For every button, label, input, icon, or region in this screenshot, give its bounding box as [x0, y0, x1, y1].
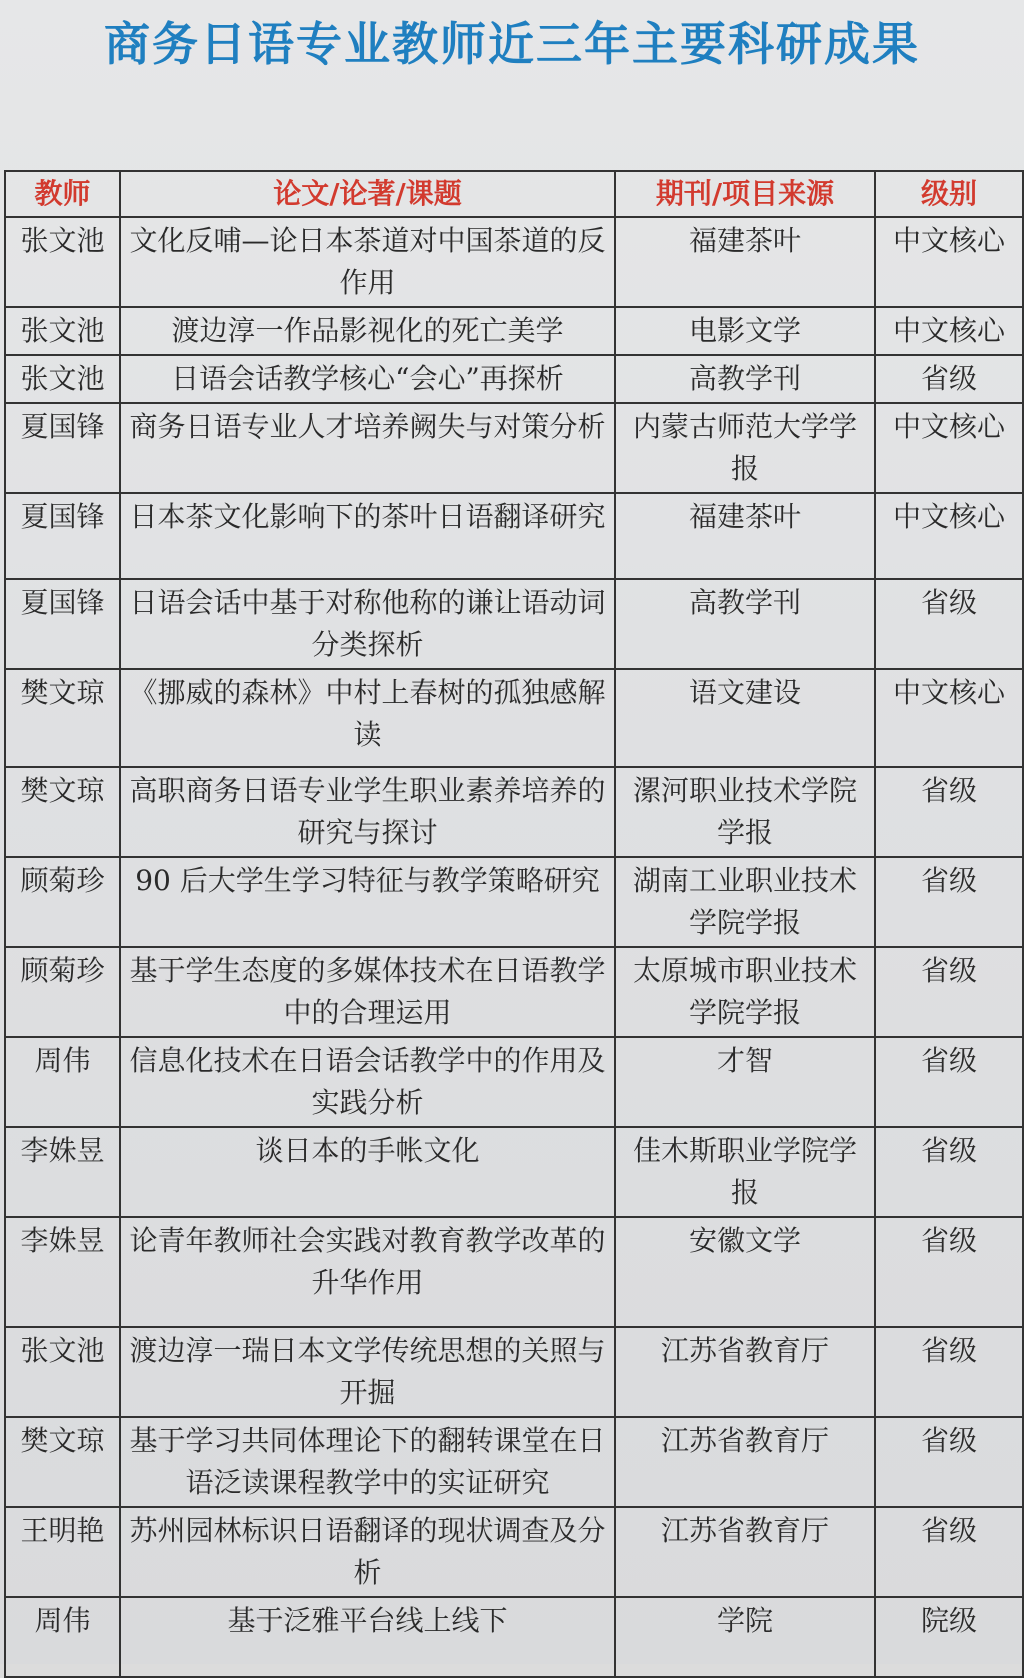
cell-source: 学院 — [615, 1597, 875, 1677]
cell-teacher: 夏国锋 — [5, 493, 120, 579]
cell-source: 湖南工业职业技术学院学报 — [615, 857, 875, 947]
cell-teacher: 樊文琼 — [5, 669, 120, 767]
table-row — [5, 1597, 1023, 1677]
cell-work: 论青年教师社会实践对教育教学改革的升华作用 — [120, 1217, 615, 1327]
table-row — [5, 403, 1023, 493]
cell-source: 高教学刊 — [615, 355, 875, 403]
cell-level: 省级 — [875, 1507, 1023, 1597]
cell-teacher: 李姝昱 — [5, 1217, 120, 1327]
table-row — [5, 1127, 1023, 1217]
cell-level: 省级 — [875, 1327, 1023, 1417]
cell-work: 渡边淳一作品影视化的死亡美学 — [120, 307, 615, 355]
cell-source: 电影文学 — [615, 307, 875, 355]
cell-work: 基于学生态度的多媒体技术在日语教学中的合理运用 — [120, 947, 615, 1037]
header-source: 期刊/项目来源 — [615, 171, 875, 217]
table-row — [5, 1417, 1023, 1507]
table-row — [5, 493, 1023, 579]
cell-source: 高教学刊 — [615, 579, 875, 669]
cell-work: 90 后大学生学习特征与教学策略研究 — [120, 857, 615, 947]
table-row — [5, 947, 1023, 1037]
research-table — [4, 170, 1024, 1678]
table-row — [5, 579, 1023, 669]
table-row — [5, 217, 1023, 307]
cell-teacher: 樊文琼 — [5, 1417, 120, 1507]
cell-teacher: 张文池 — [5, 355, 120, 403]
header-level: 级别 — [875, 171, 1023, 217]
table-row — [5, 1217, 1023, 1327]
cell-work: 高职商务日语专业学生职业素养培养的研究与探讨 — [120, 767, 615, 857]
cell-level: 省级 — [875, 1217, 1023, 1327]
cell-source: 语文建设 — [615, 669, 875, 767]
cell-work: 日本茶文化影响下的茶叶日语翻译研究 — [120, 493, 615, 579]
cell-teacher: 顾菊珍 — [5, 947, 120, 1037]
cell-source: 漯河职业技术学院学报 — [615, 767, 875, 857]
cell-work: 日语会话教学核心“会心”再探析 — [120, 355, 615, 403]
cell-work: 基于泛雅平台线上线下 — [120, 1597, 615, 1677]
cell-source: 太原城市职业技术学院学报 — [615, 947, 875, 1037]
cell-work: 苏州园林标识日语翻译的现状调查及分析 — [120, 1507, 615, 1597]
cell-level: 省级 — [875, 1127, 1023, 1217]
cell-teacher: 张文池 — [5, 1327, 120, 1417]
cell-level: 中文核心 — [875, 217, 1023, 307]
cell-level: 院级 — [875, 1597, 1023, 1677]
cell-teacher: 李姝昱 — [5, 1127, 120, 1217]
cell-source: 安徽文学 — [615, 1217, 875, 1327]
cell-teacher: 周伟 — [5, 1597, 120, 1677]
header-work: 论文/论著/课题 — [120, 171, 615, 217]
cell-work: 信息化技术在日语会话教学中的作用及实践分析 — [120, 1037, 615, 1127]
cell-level: 省级 — [875, 1417, 1023, 1507]
cell-source: 江苏省教育厅 — [615, 1327, 875, 1417]
table-row — [5, 767, 1023, 857]
cell-level: 省级 — [875, 947, 1023, 1037]
cell-work: 商务日语专业人才培养阙失与对策分析 — [120, 403, 615, 493]
cell-work: 文化反哺—论日本茶道对中国茶道的反作用 — [120, 217, 615, 307]
cell-work: 谈日本的手帐文化 — [120, 1127, 615, 1217]
cell-level: 省级 — [875, 767, 1023, 857]
table-row — [5, 1327, 1023, 1417]
cell-teacher: 张文池 — [5, 307, 120, 355]
page-title: 商务日语专业教师近三年主要科研成果 — [104, 17, 920, 71]
cell-teacher: 张文池 — [5, 217, 120, 307]
cell-source: 福建茶叶 — [615, 493, 875, 579]
cell-level: 中文核心 — [875, 669, 1023, 767]
cell-source: 江苏省教育厅 — [615, 1417, 875, 1507]
table-row — [5, 857, 1023, 947]
cell-level: 省级 — [875, 355, 1023, 403]
table-row — [5, 1037, 1023, 1127]
cell-teacher: 夏国锋 — [5, 403, 120, 493]
cell-source: 佳木斯职业学院学报 — [615, 1127, 875, 1217]
cell-source: 内蒙古师范大学学报 — [615, 403, 875, 493]
cell-work: 渡边淳一瑞日本文学传统思想的关照与开掘 — [120, 1327, 615, 1417]
table-row — [5, 307, 1023, 355]
cell-level: 省级 — [875, 579, 1023, 669]
cell-level: 省级 — [875, 1037, 1023, 1127]
cell-source: 才智 — [615, 1037, 875, 1127]
cell-teacher: 樊文琼 — [5, 767, 120, 857]
cell-level: 中文核心 — [875, 307, 1023, 355]
table-header-row — [5, 171, 1023, 217]
cell-teacher: 王明艳 — [5, 1507, 120, 1597]
cell-level: 中文核心 — [875, 403, 1023, 493]
table-row — [5, 669, 1023, 767]
header-teacher: 教师 — [5, 171, 120, 217]
cell-work: 日语会话中基于对称他称的谦让语动词分类探析 — [120, 579, 615, 669]
table-row — [5, 1507, 1023, 1597]
cell-teacher: 周伟 — [5, 1037, 120, 1127]
cell-teacher: 夏国锋 — [5, 579, 120, 669]
cell-work: 基于学习共同体理论下的翻转课堂在日语泛读课程教学中的实证研究 — [120, 1417, 615, 1507]
cell-source: 福建茶叶 — [615, 217, 875, 307]
cell-level: 省级 — [875, 857, 1023, 947]
table-row — [5, 355, 1023, 403]
cell-source: 江苏省教育厅 — [615, 1507, 875, 1597]
cell-level: 中文核心 — [875, 493, 1023, 579]
cell-work: 《挪威的森林》中村上春树的孤独感解读 — [120, 669, 615, 767]
cell-teacher: 顾菊珍 — [5, 857, 120, 947]
